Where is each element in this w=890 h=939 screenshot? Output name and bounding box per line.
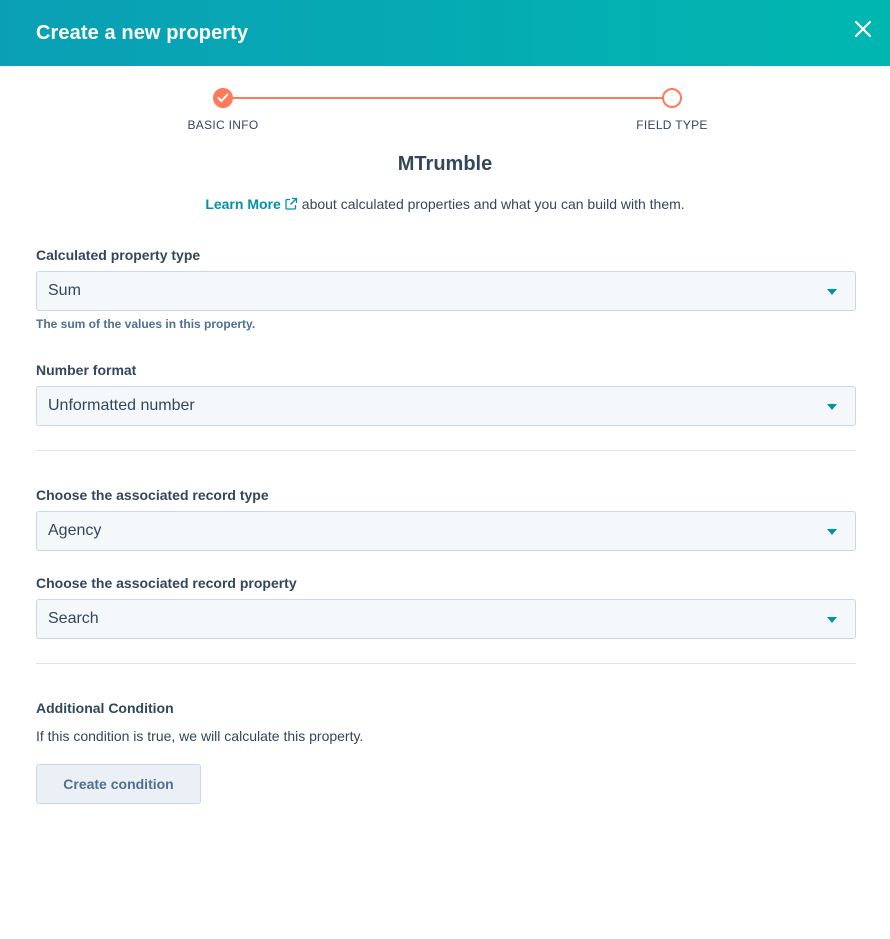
number-format-label: Number format: [36, 362, 137, 378]
section-divider: [36, 663, 856, 664]
record-type-label: Choose the associated record type: [36, 487, 269, 503]
progress-stepper: [0, 88, 890, 138]
create-condition-button[interactable]: Create condition: [36, 764, 201, 804]
number-format-value: Unformatted number: [48, 397, 195, 414]
record-type-select[interactable]: [36, 511, 856, 551]
calc-type-help: The sum of the values in this property.: [36, 317, 256, 331]
learn-more-link[interactable]: [205, 196, 280, 212]
step-current-circle-icon: [662, 88, 682, 108]
step-label-field-type: FIELD TYPE: [636, 118, 708, 132]
caret-down-icon: [827, 289, 837, 295]
modal-title: Create a new property: [36, 21, 249, 44]
calc-type-label: Calculated property type: [36, 247, 201, 263]
record-property-label: Choose the associated record property: [36, 575, 297, 591]
condition-description: If this condition is true, we will calculate this property.: [36, 728, 364, 744]
caret-down-icon: [827, 617, 837, 623]
learn-more-label: Learn More: [205, 196, 281, 212]
calc-type-select[interactable]: [36, 271, 856, 311]
record-property-value: Search: [48, 610, 99, 627]
learn-more-suffix: about calculated properties and what you can build with them.: [301, 196, 685, 212]
caret-down-icon: [827, 404, 837, 410]
calc-type-value: Sum: [48, 282, 81, 299]
learn-more-line: [0, 196, 890, 214]
step-label-basic-info: BASIC INFO: [187, 118, 259, 132]
stepper-line: [223, 97, 672, 99]
modal-header: [0, 0, 890, 66]
number-format-select[interactable]: [36, 386, 856, 426]
section-divider: [36, 450, 856, 451]
close-icon[interactable]: [852, 18, 874, 40]
step-complete-check-icon: [213, 88, 233, 108]
record-type-value: Agency: [48, 522, 102, 539]
external-link-icon[interactable]: [284, 197, 298, 214]
caret-down-icon: [827, 529, 837, 535]
record-property-select[interactable]: [36, 599, 856, 639]
condition-title: Additional Condition: [36, 700, 174, 716]
property-name-heading: MTrumble: [397, 153, 493, 175]
